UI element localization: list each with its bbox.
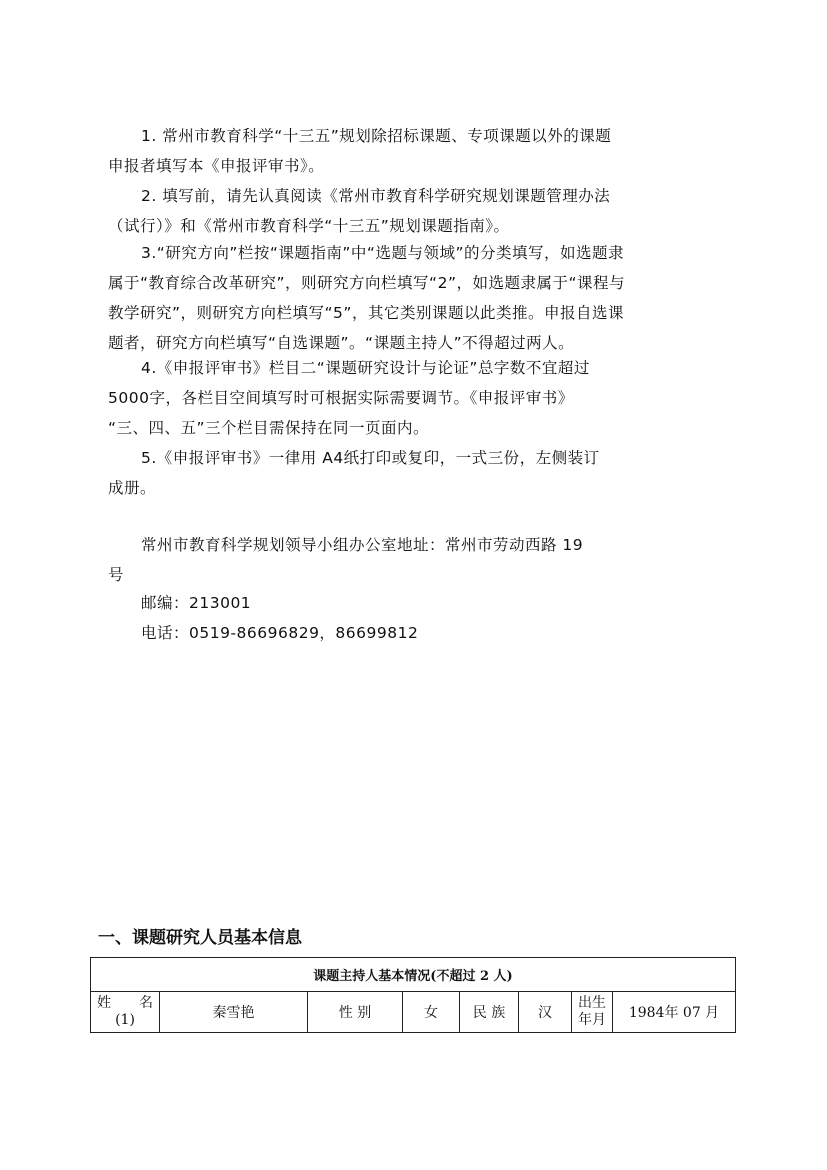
ethnicity-label: 民 族 xyxy=(460,992,519,1033)
birth-label: 出生 xyxy=(578,995,606,1011)
instruction-line: 5000字，各栏目空间填写时可根据实际需要调节。《申报评审书》 xyxy=(108,389,574,407)
ethnicity-value: 汉 xyxy=(519,992,572,1033)
instruction-line: 申报者填写本《申报评审书》。 xyxy=(108,157,325,175)
name-label-cell xyxy=(91,992,160,1033)
instruction-line: 4.《申报评审书》栏目二“课题研究设计与论证”总字数不宜超过 xyxy=(141,359,590,377)
birth-value: 1984年 07 月 xyxy=(613,992,736,1033)
birth-label-cell xyxy=(572,992,613,1033)
gender-label: 性 别 xyxy=(308,992,403,1033)
instruction-line: （试行）》和《常州市教育科学“十三五”规划课题指南》。 xyxy=(108,217,510,235)
table-row xyxy=(91,992,736,1033)
birth-label: 年月 xyxy=(578,1012,606,1028)
instruction-item-1 xyxy=(108,121,714,181)
instruction-line: 成册。 xyxy=(108,479,157,497)
contact-address xyxy=(108,530,714,590)
instruction-line: 2. 填写前，请先认真阅读《常州市教育科学研究规划课题管理办法 xyxy=(141,187,611,205)
instruction-line: 属于“教育综合改革研究”，则研究方向栏填写“2”，如选题隶属于“课程与 xyxy=(108,274,626,292)
name-index: (1) xyxy=(115,1012,135,1028)
postcode-text: 邮编：213001 xyxy=(141,594,252,612)
table-title: 课题主持人基本情况(不超过 2 人) xyxy=(91,958,736,992)
phone-text: 电话：0519-86696829，86699812 xyxy=(141,624,419,642)
name-value: 秦雪艳 xyxy=(160,992,308,1033)
instruction-item-5 xyxy=(108,443,714,503)
contact-phone xyxy=(108,618,714,648)
section-heading: 一、课题研究人员基本信息 xyxy=(98,928,302,948)
host-info-table xyxy=(90,957,736,1033)
instruction-line: 1. 常州市教育科学“十三五”规划除招标课题、专项课题以外的课题 xyxy=(141,127,612,145)
instruction-line: “三、四、五”三个栏目需保持在同一页面内。 xyxy=(108,419,430,437)
address-line: 号 xyxy=(108,566,125,584)
instruction-line: 3.“研究方向”栏按“课题指南”中“选题与领域”的分类填写，如选题隶 xyxy=(141,244,624,262)
instruction-item-3 xyxy=(108,238,714,358)
instruction-item-2 xyxy=(108,181,714,241)
instruction-item-4 xyxy=(108,353,714,443)
name-label: 姓 名 xyxy=(97,995,153,1011)
gender-value: 女 xyxy=(403,992,460,1033)
instruction-line: 题者，研究方向栏填写“自选课题”。“课题主持人”不得超过两人。 xyxy=(108,334,575,352)
contact-postcode xyxy=(108,588,714,618)
instruction-line: 教学研究”，则研究方向栏填写“5”，其它类别课题以此类推。申报自选课 xyxy=(108,304,624,322)
address-line: 常州市教育科学规划领导小组办公室地址：常州市劳动西路 19 xyxy=(141,536,584,554)
instruction-line: 5.《申报评审书》一律用 A4纸打印或复印，一式三份，左侧装订 xyxy=(141,449,600,467)
